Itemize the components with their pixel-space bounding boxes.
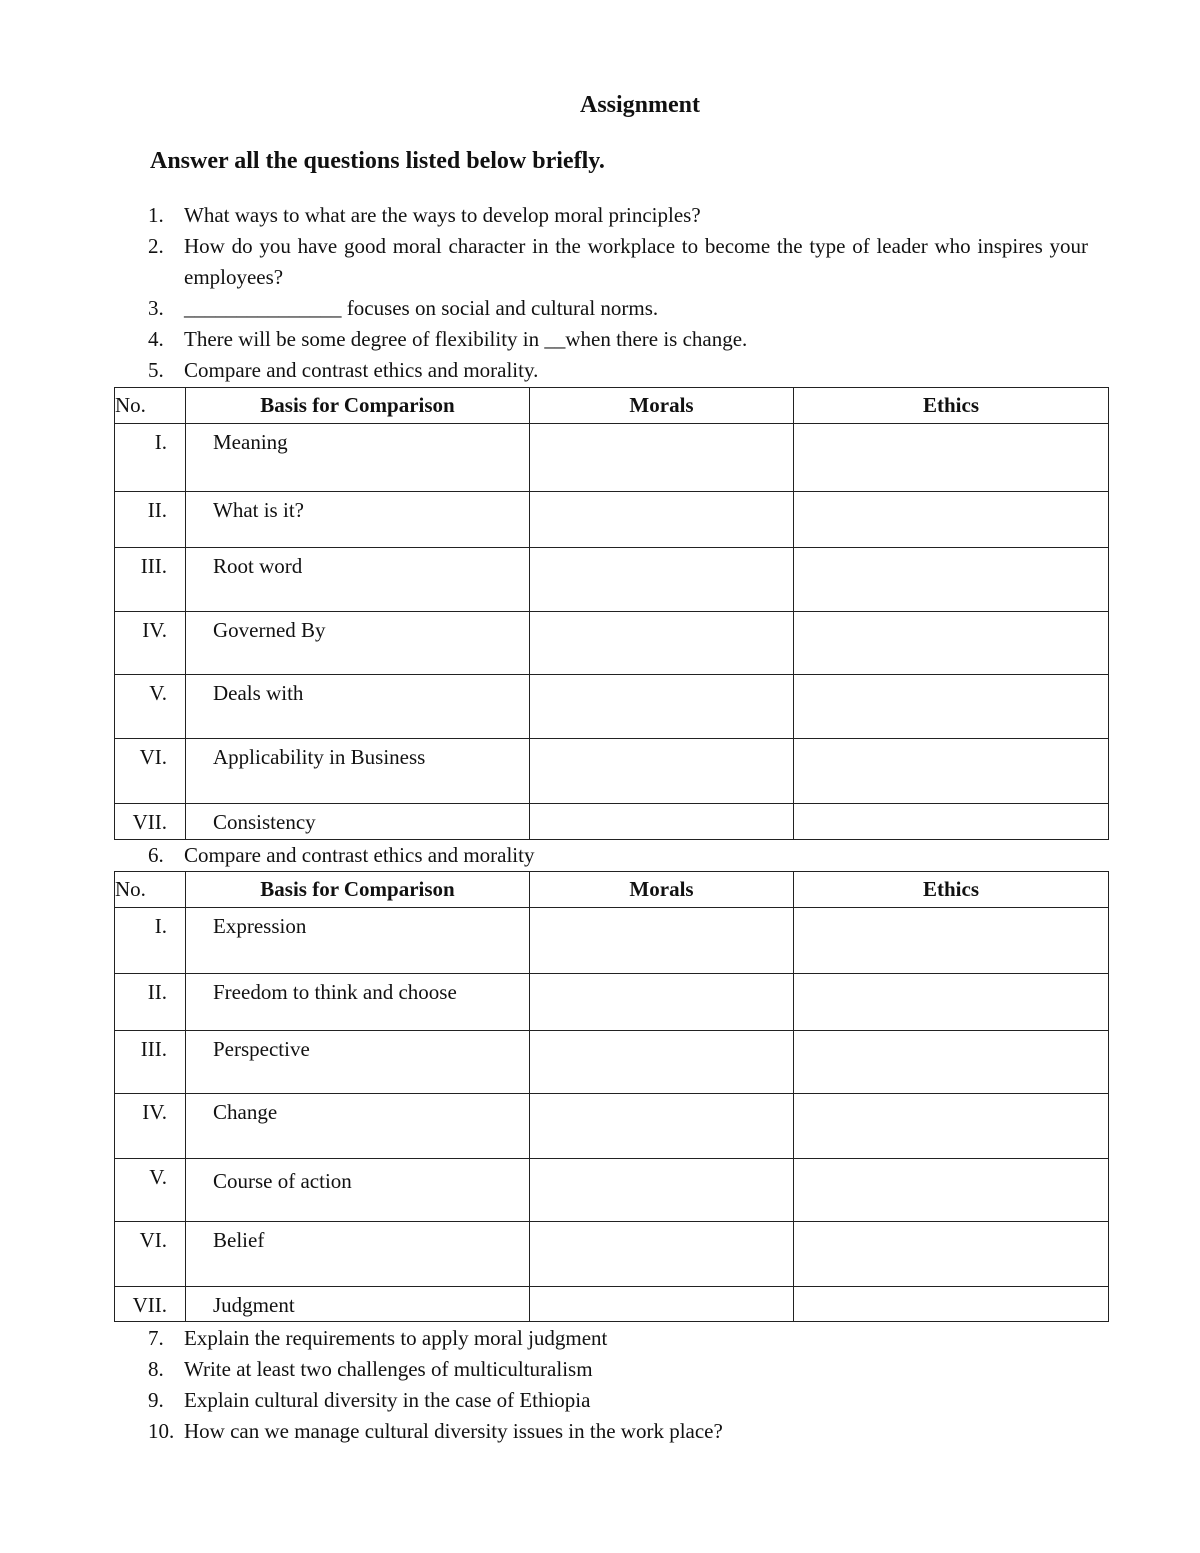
row-basis: What is it? bbox=[186, 492, 530, 548]
morals-answer-cell[interactable] bbox=[530, 1094, 794, 1159]
question-text: How can we manage cultural diversity issues in the work place? bbox=[184, 1419, 723, 1443]
morals-answer-cell[interactable] bbox=[530, 492, 794, 548]
ethics-answer-cell[interactable] bbox=[794, 424, 1109, 492]
row-basis: Consistency bbox=[186, 804, 530, 840]
question-number: 10. bbox=[148, 1419, 175, 1443]
question-text: Write at least two challenges of multiculturalism bbox=[184, 1357, 593, 1381]
row-number: IV. bbox=[115, 612, 186, 675]
question-item bbox=[148, 1385, 1088, 1416]
question-number: 1. bbox=[148, 203, 164, 227]
question-number: 9. bbox=[148, 1388, 164, 1412]
question-number: 6. bbox=[148, 843, 164, 867]
ethics-answer-cell[interactable] bbox=[794, 612, 1109, 675]
question-number: 3. bbox=[148, 296, 164, 320]
morals-answer-cell[interactable] bbox=[530, 908, 794, 974]
ethics-answer-cell[interactable] bbox=[794, 675, 1109, 739]
question-item bbox=[148, 200, 1088, 231]
header-basis: Basis for Comparison bbox=[186, 872, 530, 908]
table-row bbox=[115, 612, 1109, 675]
question-text: What ways to what are the ways to develop moral principles? bbox=[184, 203, 701, 227]
row-basis: Governed By bbox=[186, 612, 530, 675]
row-basis: Expression bbox=[186, 908, 530, 974]
morals-answer-cell[interactable] bbox=[530, 548, 794, 612]
row-number: II. bbox=[115, 492, 186, 548]
table-row bbox=[115, 492, 1109, 548]
question-item bbox=[148, 324, 1088, 355]
row-number: I. bbox=[115, 908, 186, 974]
question-text: How do you have good moral character in the workplace to become the type of leader who inspires your employees? bbox=[184, 234, 1088, 289]
table-row bbox=[115, 804, 1109, 840]
row-number: III. bbox=[115, 548, 186, 612]
morals-answer-cell[interactable] bbox=[530, 804, 794, 840]
row-basis: Root word bbox=[186, 548, 530, 612]
question-number: 8. bbox=[148, 1357, 164, 1381]
question-item bbox=[148, 355, 1088, 386]
row-number: VII. bbox=[115, 804, 186, 840]
row-number: II. bbox=[115, 974, 186, 1031]
question-text: Compare and contrast ethics and morality bbox=[184, 843, 535, 867]
comparison-table-2 bbox=[114, 871, 1109, 1322]
row-number: I. bbox=[115, 424, 186, 492]
ethics-answer-cell[interactable] bbox=[794, 548, 1109, 612]
page-title: Assignment bbox=[579, 92, 700, 118]
ethics-answer-cell[interactable] bbox=[794, 1287, 1109, 1322]
ethics-answer-cell[interactable] bbox=[794, 1094, 1109, 1159]
table-row bbox=[115, 1031, 1109, 1094]
question-text: Explain the requirements to apply moral judgment bbox=[184, 1326, 608, 1350]
row-basis: Belief bbox=[186, 1222, 530, 1287]
question-item bbox=[148, 1416, 1088, 1447]
morals-answer-cell[interactable] bbox=[530, 1031, 794, 1094]
question-item bbox=[148, 293, 1088, 324]
table-row bbox=[115, 1159, 1109, 1222]
morals-answer-cell[interactable] bbox=[530, 1222, 794, 1287]
question-text: There will be some degree of flexibility in __when there is change. bbox=[184, 327, 748, 351]
row-number: VII. bbox=[115, 1287, 186, 1322]
ethics-answer-cell[interactable] bbox=[794, 908, 1109, 974]
question-item bbox=[148, 840, 1088, 871]
table-header-row bbox=[115, 388, 1109, 424]
question-number: 2. bbox=[148, 234, 164, 258]
row-basis: Judgment bbox=[186, 1287, 530, 1322]
row-basis: Applicability in Business bbox=[186, 739, 530, 804]
morals-answer-cell[interactable] bbox=[530, 675, 794, 739]
header-ethics: Ethics bbox=[794, 872, 1109, 908]
row-number: III. bbox=[115, 1031, 186, 1094]
row-number: V. bbox=[115, 1159, 186, 1222]
ethics-answer-cell[interactable] bbox=[794, 1159, 1109, 1222]
question-number: 7. bbox=[148, 1326, 164, 1350]
row-number: IV. bbox=[115, 1094, 186, 1159]
question-text: _______________ focuses on social and cultural norms. bbox=[184, 296, 659, 320]
row-number: VI. bbox=[115, 739, 186, 804]
table-row bbox=[115, 739, 1109, 804]
table-row bbox=[115, 1222, 1109, 1287]
ethics-answer-cell[interactable] bbox=[794, 804, 1109, 840]
row-basis: Course of action bbox=[186, 1159, 530, 1222]
question-number: 5. bbox=[148, 358, 164, 382]
row-basis: Meaning bbox=[186, 424, 530, 492]
row-basis: Change bbox=[186, 1094, 530, 1159]
header-no: No. bbox=[115, 872, 186, 908]
morals-answer-cell[interactable] bbox=[530, 612, 794, 675]
row-number: VI. bbox=[115, 1222, 186, 1287]
ethics-answer-cell[interactable] bbox=[794, 739, 1109, 804]
morals-answer-cell[interactable] bbox=[530, 739, 794, 804]
morals-answer-cell[interactable] bbox=[530, 1159, 794, 1222]
table-row bbox=[115, 424, 1109, 492]
comparison-table-1 bbox=[114, 387, 1109, 840]
row-basis: Freedom to think and choose bbox=[186, 974, 530, 1031]
table-row bbox=[115, 1094, 1109, 1159]
question-item bbox=[148, 1354, 1088, 1385]
header-morals: Morals bbox=[530, 872, 794, 908]
table-header-row bbox=[115, 872, 1109, 908]
header-morals: Morals bbox=[530, 388, 794, 424]
question-item bbox=[148, 1323, 1088, 1354]
row-basis: Deals with bbox=[186, 675, 530, 739]
table-row bbox=[115, 1287, 1109, 1322]
question-item bbox=[148, 231, 1088, 293]
header-basis: Basis for Comparison bbox=[186, 388, 530, 424]
table-row bbox=[115, 974, 1109, 1031]
header-no: No. bbox=[115, 388, 186, 424]
table-row bbox=[115, 675, 1109, 739]
row-basis: Perspective bbox=[186, 1031, 530, 1094]
ethics-answer-cell[interactable] bbox=[794, 1222, 1109, 1287]
morals-answer-cell[interactable] bbox=[530, 974, 794, 1031]
instruction-heading: Answer all the questions listed below briefly. bbox=[150, 148, 605, 174]
question-number: 4. bbox=[148, 327, 164, 351]
morals-answer-cell[interactable] bbox=[530, 424, 794, 492]
table-row bbox=[115, 908, 1109, 974]
header-ethics: Ethics bbox=[794, 388, 1109, 424]
ethics-answer-cell[interactable] bbox=[794, 1031, 1109, 1094]
table-row bbox=[115, 548, 1109, 612]
question-text: Compare and contrast ethics and morality. bbox=[184, 358, 539, 382]
ethics-answer-cell[interactable] bbox=[794, 492, 1109, 548]
row-number: V. bbox=[115, 675, 186, 739]
morals-answer-cell[interactable] bbox=[530, 1287, 794, 1322]
ethics-answer-cell[interactable] bbox=[794, 974, 1109, 1031]
question-text: Explain cultural diversity in the case of Ethiopia bbox=[184, 1388, 591, 1412]
